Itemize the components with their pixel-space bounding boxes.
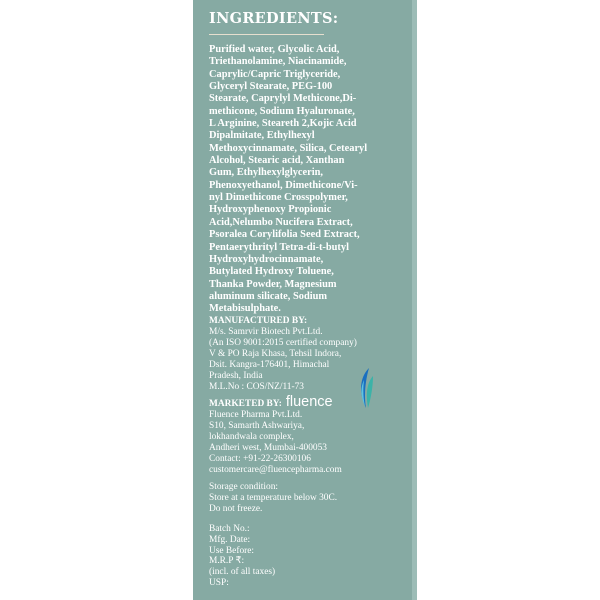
manufacturer-line: Dsit. Kangra-176401, Himachal: [209, 360, 330, 370]
ingredients-list: [209, 44, 405, 316]
mrp-field: M.R.P ₹:: [209, 556, 245, 567]
ingredient-line: Psoralea Corylifolia Seed Extract,: [209, 229, 360, 241]
ingredient-line: Pentaerythrityl Tetra-di-t-butyl: [209, 241, 349, 253]
marketer-heading-row: [209, 394, 405, 410]
ingredient-line: Triethanolamine, Niacinamide,: [209, 56, 347, 68]
manufacturer-line: Pradesh, India: [209, 371, 263, 381]
panel-edge: [412, 0, 417, 600]
storage-line: Do not freeze.: [209, 504, 263, 514]
marketer-line: S10, Samarth Ashwariya,: [209, 421, 305, 431]
ingredient-line: Thanka Powder, Magnesium: [209, 278, 337, 290]
manufacturer-line: V & PO Raja Khasa, Tehsil Indora,: [209, 349, 342, 359]
ingredient-line: Phenoxyethanol, Dimethicone/Vi-: [209, 179, 358, 191]
batch-section: [209, 524, 405, 589]
marketer-email: customercare@fluencepharma.com: [209, 465, 342, 475]
storage-line: Store at a temperature below 30C.: [209, 493, 338, 503]
ingredient-line: nyl Dimethicone Crosspolymer,: [209, 192, 348, 204]
manufacturer-license: M.L.No : COS/NZ/11-73: [209, 382, 304, 392]
ingredient-line: Hydroxyphenoxy Propionic: [209, 204, 332, 216]
ingredient-line: Purified water, Glycolic Acid,: [209, 44, 340, 55]
ingredient-line: Gum, Ethylhexylglycerin,: [209, 167, 324, 179]
usp-field: USP:: [209, 577, 229, 588]
ingredients-heading: INGREDIENTS:: [209, 10, 339, 27]
marketer-label: MARKETED BY:: [209, 399, 282, 409]
ingredient-line: L Arginine, Steareth 2,Kojic Acid: [209, 118, 357, 130]
storage-label: Storage condition:: [209, 482, 278, 492]
ingredient-line: methicone, Sodium Hyaluronate,: [209, 105, 355, 117]
ingredient-line: Butylated Hydroxy Toluene,: [209, 266, 334, 278]
ingredient-line: Methoxycinnamate, Silica, Cetearyl: [209, 142, 368, 154]
manufacturer-line: (An ISO 9001:2015 certified company): [209, 338, 357, 348]
ingredient-line: Caprylic/Capric Triglyceride,: [209, 68, 341, 80]
heading-underline: [209, 34, 324, 35]
ingredient-line: Hydroxyhydrocinnamate,: [209, 253, 324, 265]
mfg-date-field: Mfg. Date:: [209, 534, 251, 545]
marketer-line: lokhandwala complex,: [209, 432, 294, 442]
ingredient-line: aluminum silicate, Sodium: [209, 290, 328, 302]
ingredient-line: Stearate, Caprylyl Methicone,Di-: [209, 93, 357, 105]
fluence-wordmark: fluence: [285, 394, 333, 410]
ingredient-line: Dipalmitate, Ethylhexyl: [209, 130, 315, 142]
marketer-contact: Contact: +91-22-26300106: [209, 454, 311, 464]
ingredient-line: Metabisulphate.: [209, 303, 281, 315]
batch-number-field: Batch No.:: [209, 524, 250, 534]
marketer-line: Andheri west, Mumbai-400053: [209, 443, 327, 453]
manufacturer-label: MANUFACTURED BY:: [209, 316, 308, 326]
ingredient-line: Acid,Nelumbo Nucifera Extract,: [209, 216, 353, 228]
storage-section: [209, 482, 405, 515]
tax-note: (incl. of all taxes): [209, 567, 276, 578]
use-before-field: Use Before:: [209, 545, 255, 556]
ingredient-line: Glyceryl Stearate, PEG-100: [209, 81, 333, 93]
marketer-line: Fluence Pharma Pvt.Ltd.: [209, 410, 303, 420]
manufacturer-line: M/s. Samrvir Biotech Pvt.Ltd.: [209, 327, 323, 337]
ingredient-line: Alcohol, Stearic acid, Xanthan: [209, 155, 345, 167]
marketer-section: [209, 394, 405, 476]
